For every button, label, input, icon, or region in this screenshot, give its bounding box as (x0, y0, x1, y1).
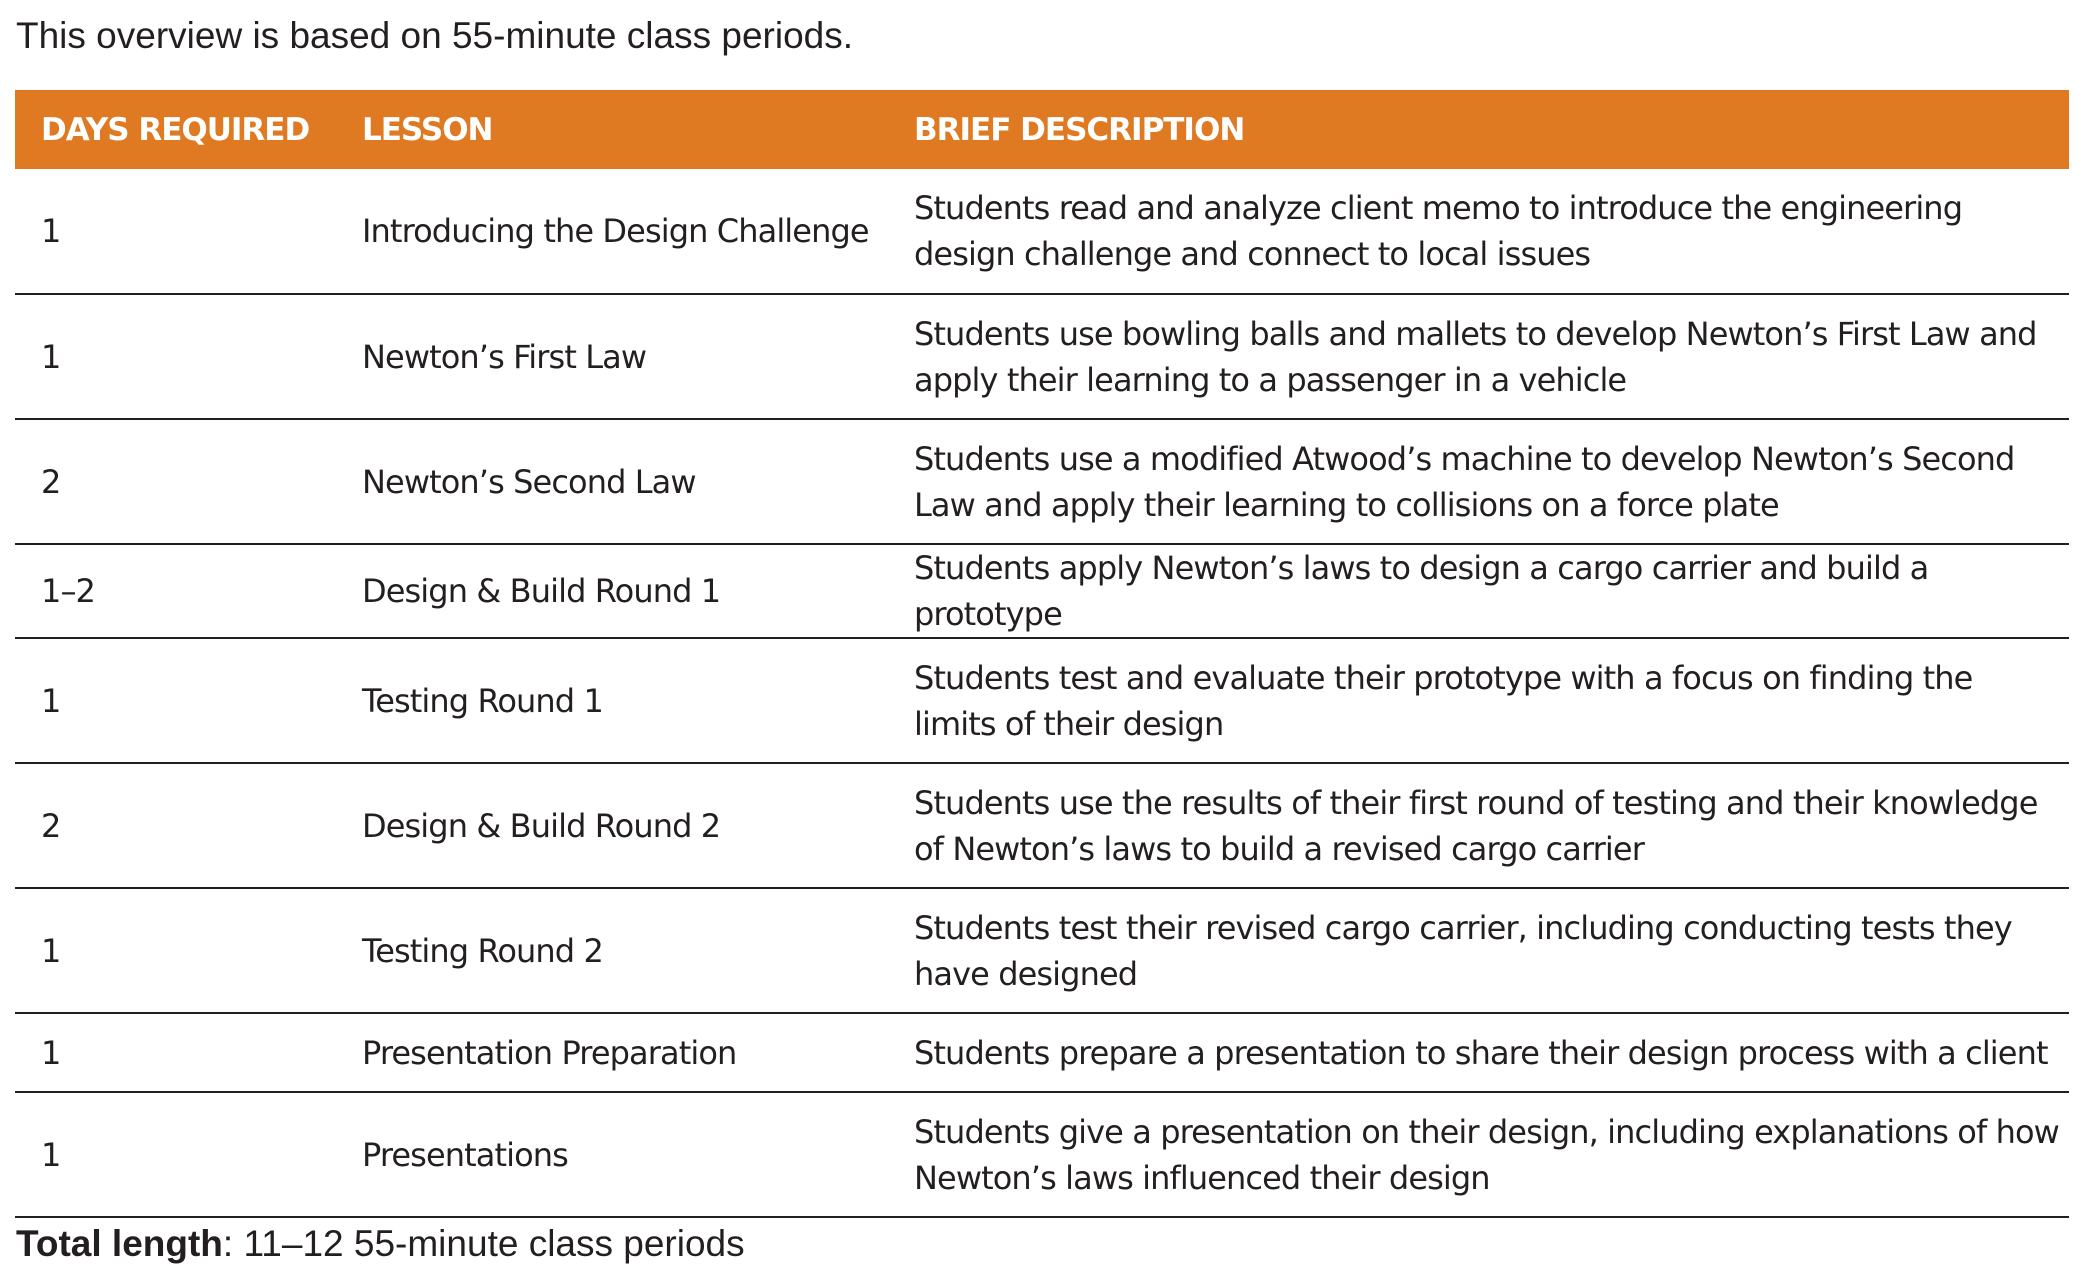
table-header-row (15, 90, 2069, 169)
table-row (15, 888, 2069, 1013)
days-cell: 1 (15, 294, 336, 419)
days-cell: 1 (15, 169, 336, 294)
lesson-cell: Introducing the Design Challenge (336, 169, 888, 294)
lesson-cell: Presentations (336, 1092, 888, 1217)
table-row (15, 169, 2069, 294)
days-cell: 1 (15, 1013, 336, 1092)
lesson-cell: Newton’s Second Law (336, 419, 888, 544)
description-cell: Students use bowling balls and mallets to develop Newton’s First Law and apply their learning to a passenger in a vehicle (888, 294, 2069, 419)
lesson-cell: Testing Round 1 (336, 638, 888, 763)
lesson-schedule-table (15, 90, 2069, 1218)
description-cell: Students test their revised cargo carrier, including conducting tests they have designed (888, 888, 2069, 1013)
description-cell: Students use a modified Atwood’s machine to develop Newton’s Second Law and apply their learning to collisions on a force plate (888, 419, 2069, 544)
days-cell: 2 (15, 763, 336, 888)
table-row (15, 1013, 2069, 1092)
lesson-cell: Newton’s First Law (336, 294, 888, 419)
table-row (15, 419, 2069, 544)
lesson-cell: Presentation Preparation (336, 1013, 888, 1092)
lesson-cell: Design & Build Round 2 (336, 763, 888, 888)
lesson-cell: Design & Build Round 1 (336, 544, 888, 638)
table-row (15, 638, 2069, 763)
days-cell: 1 (15, 638, 336, 763)
table-row (15, 763, 2069, 888)
table-row (15, 294, 2069, 419)
lesson-cell: Testing Round 2 (336, 888, 888, 1013)
days-cell: 1 (15, 888, 336, 1013)
description-cell: Students read and analyze client memo to introduce the engineering design challenge and connect to local issues (888, 169, 2069, 294)
total-length-value: 11–12 55-minute class periods (233, 1223, 745, 1264)
description-cell: Students apply Newton’s laws to design a cargo carrier and build a prototype (888, 544, 2069, 638)
header-days-required: DAYS REQUIRED (15, 90, 336, 169)
description-cell: Students prepare a presentation to share their design process with a client (888, 1013, 2069, 1092)
description-cell: Students use the results of their first round of testing and their knowledge of Newton’s laws to build a revised cargo carrier (888, 763, 2069, 888)
days-cell: 2 (15, 419, 336, 544)
description-cell: Students give a presentation on their design, including explanations of how Newton’s laws influenced their design (888, 1092, 2069, 1217)
table-row (15, 544, 2069, 638)
description-cell: Students test and evaluate their prototype with a focus on finding the limits of their design (888, 638, 2069, 763)
total-length (16, 1220, 745, 1268)
total-length-separator: : (222, 1223, 234, 1264)
days-cell: 1 (15, 1092, 336, 1217)
days-cell: 1–2 (15, 544, 336, 638)
table-row (15, 1092, 2069, 1217)
header-brief-description: BRIEF DESCRIPTION (888, 90, 2069, 169)
intro-text: This overview is based on 55-minute class periods. (16, 15, 853, 56)
header-lesson: LESSON (336, 90, 888, 169)
total-length-label: Total length (16, 1223, 223, 1264)
